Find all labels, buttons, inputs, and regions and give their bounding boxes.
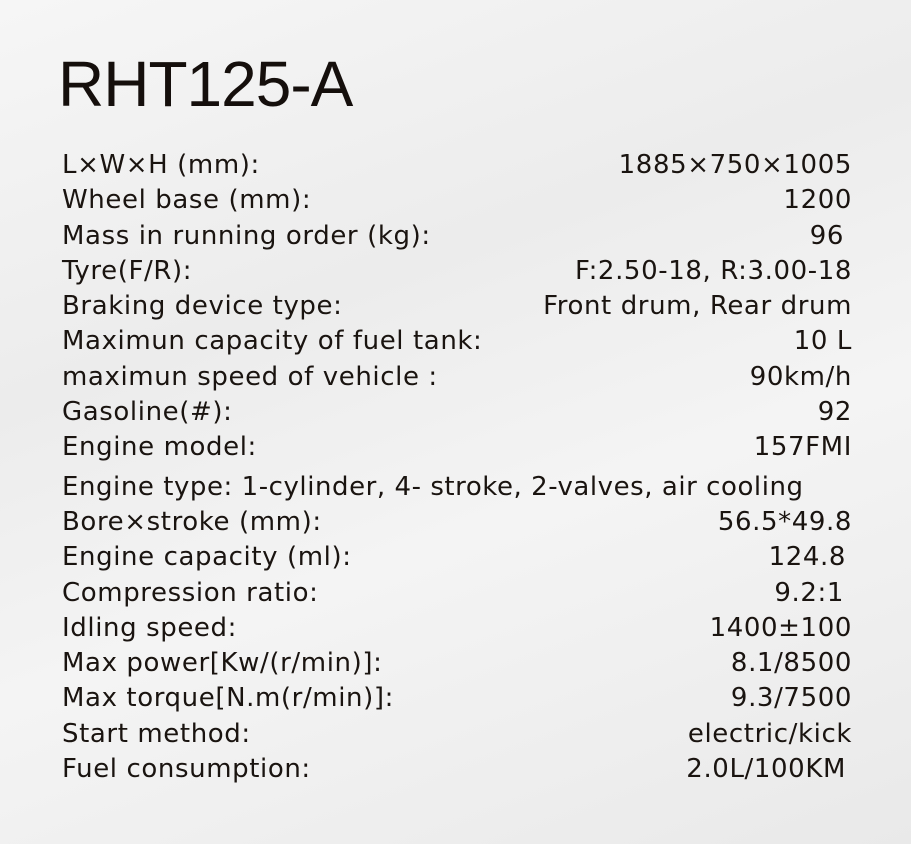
spec-label: L×W×H (mm): [62, 150, 260, 180]
spec-label: Compression ratio: [62, 577, 319, 608]
spec-value: 1200 [783, 185, 852, 216]
spec-value: 56.5*49.8 [717, 506, 852, 537]
spec-value: 96 [809, 220, 844, 251]
spec-label: maximun speed of vehicle : [62, 361, 438, 392]
spec-value: 1885×750×1005 [618, 150, 852, 180]
spec-label: Fuel consumption: [62, 754, 311, 785]
spec-row-fuel-consumption [62, 752, 852, 787]
spec-value: electric/kick [687, 718, 852, 749]
spec-label: Wheel base (mm): [62, 185, 312, 216]
spec-row-gasoline [62, 395, 852, 430]
spec-value: Front drum, Rear drum [543, 291, 852, 322]
spec-value: 9.2:1 [774, 577, 844, 608]
spec-row-tyre [62, 254, 852, 289]
spec-row-wheel-base [62, 183, 852, 218]
spec-row-fuel-tank [62, 324, 852, 359]
spec-row-max-torque [62, 681, 852, 716]
spec-value: 8.1/8500 [730, 648, 852, 679]
spec-row-compression [62, 576, 852, 611]
spec-list [62, 148, 852, 787]
spec-row-engine-type [62, 470, 852, 505]
spec-row-idling-speed [62, 611, 852, 646]
spec-label: Start method: [62, 718, 251, 749]
spec-value: 2.0L/100KM [686, 754, 846, 785]
spec-value: 92 [817, 397, 852, 428]
spec-label: Gasoline(#): [62, 397, 233, 428]
page-title: RHT125-A [58, 48, 353, 120]
spec-label: Engine model: [62, 432, 257, 463]
spec-label: Max power[Kw/(r/min)]: [62, 648, 383, 679]
spec-value: 10 L [793, 326, 852, 357]
spec-value: 157FMI [753, 432, 852, 463]
spec-value: F:2.50-18, R:3.00-18 [575, 255, 852, 286]
spec-row-mass [62, 219, 852, 254]
spec-value: 90km/h [749, 361, 852, 392]
spec-value: 124.8 [768, 542, 846, 573]
spec-label: Maximun capacity of fuel tank: [62, 326, 483, 357]
spec-row-start-method [62, 717, 852, 752]
spec-label: Bore×stroke (mm): [62, 506, 322, 537]
spec-row-max-power [62, 646, 852, 681]
spec-label: Max torque[N.m(r/min)]: [62, 683, 394, 714]
spec-label: Engine capacity (ml): [62, 542, 352, 573]
spec-row-engine-capacity [62, 540, 852, 575]
spec-row-braking [62, 289, 852, 324]
spec-label: Tyre(F/R): [62, 255, 193, 286]
spec-label: Mass in running order (kg): [62, 220, 431, 251]
spec-label: Braking device type: [62, 291, 343, 322]
spec-value: 9.3/7500 [730, 683, 852, 714]
spec-row-engine-model [62, 430, 852, 465]
spec-row-max-speed [62, 360, 852, 395]
spec-label: Engine type: 1-cylinder, 4- stroke, 2-valves, air cooling [62, 471, 804, 502]
spec-row-bore-stroke [62, 505, 852, 540]
spec-label: Idling speed: [62, 612, 237, 643]
spec-row-dimensions [62, 148, 852, 183]
spec-value: 1400±100 [709, 612, 852, 643]
